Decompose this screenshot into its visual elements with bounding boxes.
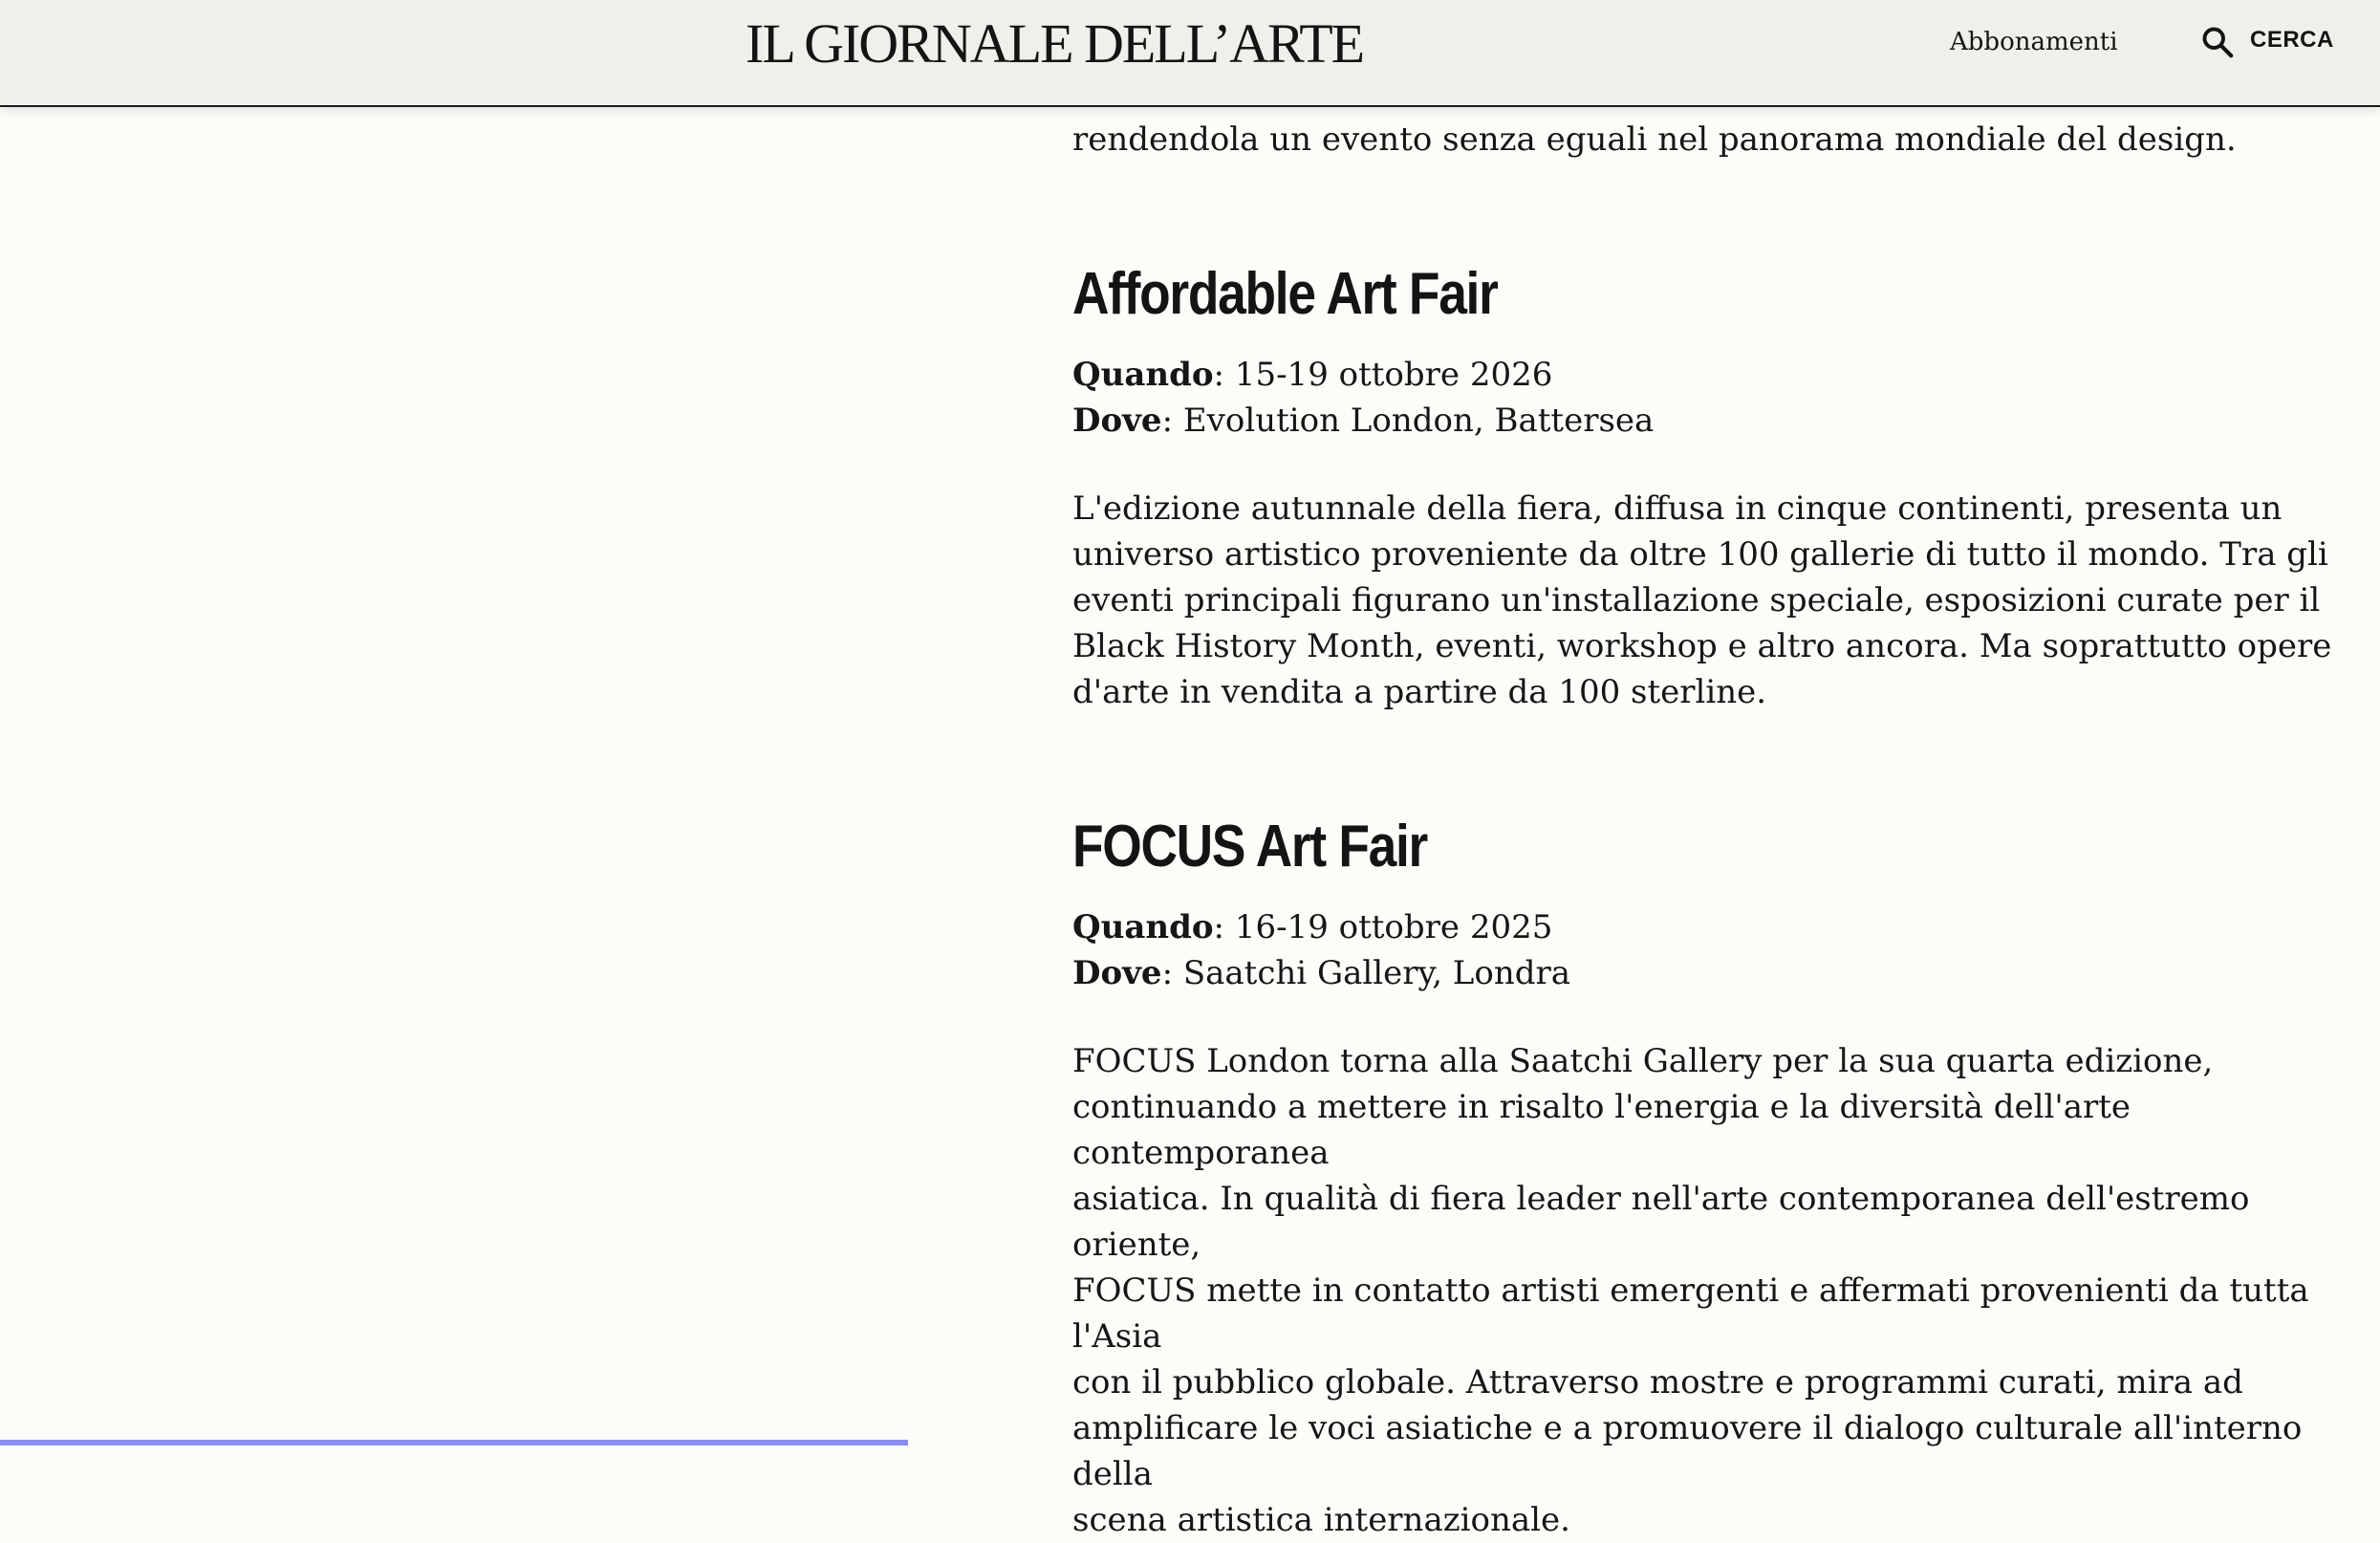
site-header	[0, 0, 2380, 107]
site-logo[interactable]: IL GIORNALE DELL’ARTE	[746, 12, 1364, 75]
event-title: Affordable Art Fair	[1072, 261, 1498, 327]
event-when	[1072, 352, 2334, 398]
where-value: : Evolution London, Battersea	[1161, 402, 1655, 440]
description-line: asiatica. In qualità di fiera leader nell'arte contemporanea dell'estremo oriente,	[1072, 1180, 2250, 1264]
description-line: universo artistico proveniente da oltre 100 gallerie di tutto il mondo. Tra gli	[1072, 535, 2328, 574]
event-description	[1072, 1038, 2334, 1543]
event-where	[1072, 950, 2334, 996]
when-value: : 16-19 ottobre 2025	[1213, 908, 1553, 946]
description-line: FOCUS London torna alla Saatchi Gallery per la sua quarta edizione,	[1072, 1042, 2214, 1080]
description-line: con il pubblico globale. Attraverso mostre e programmi curati, mira ad	[1072, 1363, 2243, 1402]
search-button[interactable]	[2200, 17, 2344, 65]
description-line: amplificare le voci asiatiche e a promuovere il dialogo culturale all'interno della	[1072, 1409, 2303, 1493]
description-line: scena artistica internazionale.	[1072, 1501, 1570, 1539]
event-where	[1072, 398, 2334, 444]
description-line: eventi principali figurano un'installazione speciale, esposizioni curate per il	[1072, 581, 2321, 619]
description-line: Black History Month, eventi, workshop e altro ancora. Ma soprattutto opere	[1072, 627, 2332, 665]
description-line: L'edizione autunnale della fiera, diffusa in cinque continenti, presenta un	[1072, 489, 2283, 528]
description-line: d'arte in vendita a partire da 100 sterline.	[1072, 673, 1767, 711]
where-value: : Saatchi Gallery, Londra	[1161, 954, 1571, 992]
description-line: continuando a mettere in risalto l'energia e la diversità dell'arte contemporanea	[1072, 1088, 2131, 1172]
page-progress-bar	[0, 1440, 908, 1445]
search-label: CERCA	[2250, 27, 2334, 53]
event-description	[1072, 486, 2334, 715]
when-label: Quando	[1072, 356, 1214, 394]
event-title: FOCUS Art Fair	[1072, 814, 1428, 880]
where-label: Dove	[1072, 954, 1162, 992]
where-label: Dove	[1072, 402, 1162, 440]
description-line: FOCUS mette in contatto artisti emergenti e affermati provenienti da tutta l'Asia	[1072, 1271, 2309, 1356]
event-when	[1072, 904, 2334, 950]
subscriptions-link[interactable]: Abbonamenti	[1950, 28, 2118, 56]
when-label: Quando	[1072, 908, 1214, 946]
search-icon	[2200, 25, 2235, 59]
intro-paragraph-tail: rendendola un evento senza eguali nel panorama mondiale del design.	[1072, 120, 2237, 159]
when-value: : 15-19 ottobre 2026	[1213, 356, 1553, 394]
